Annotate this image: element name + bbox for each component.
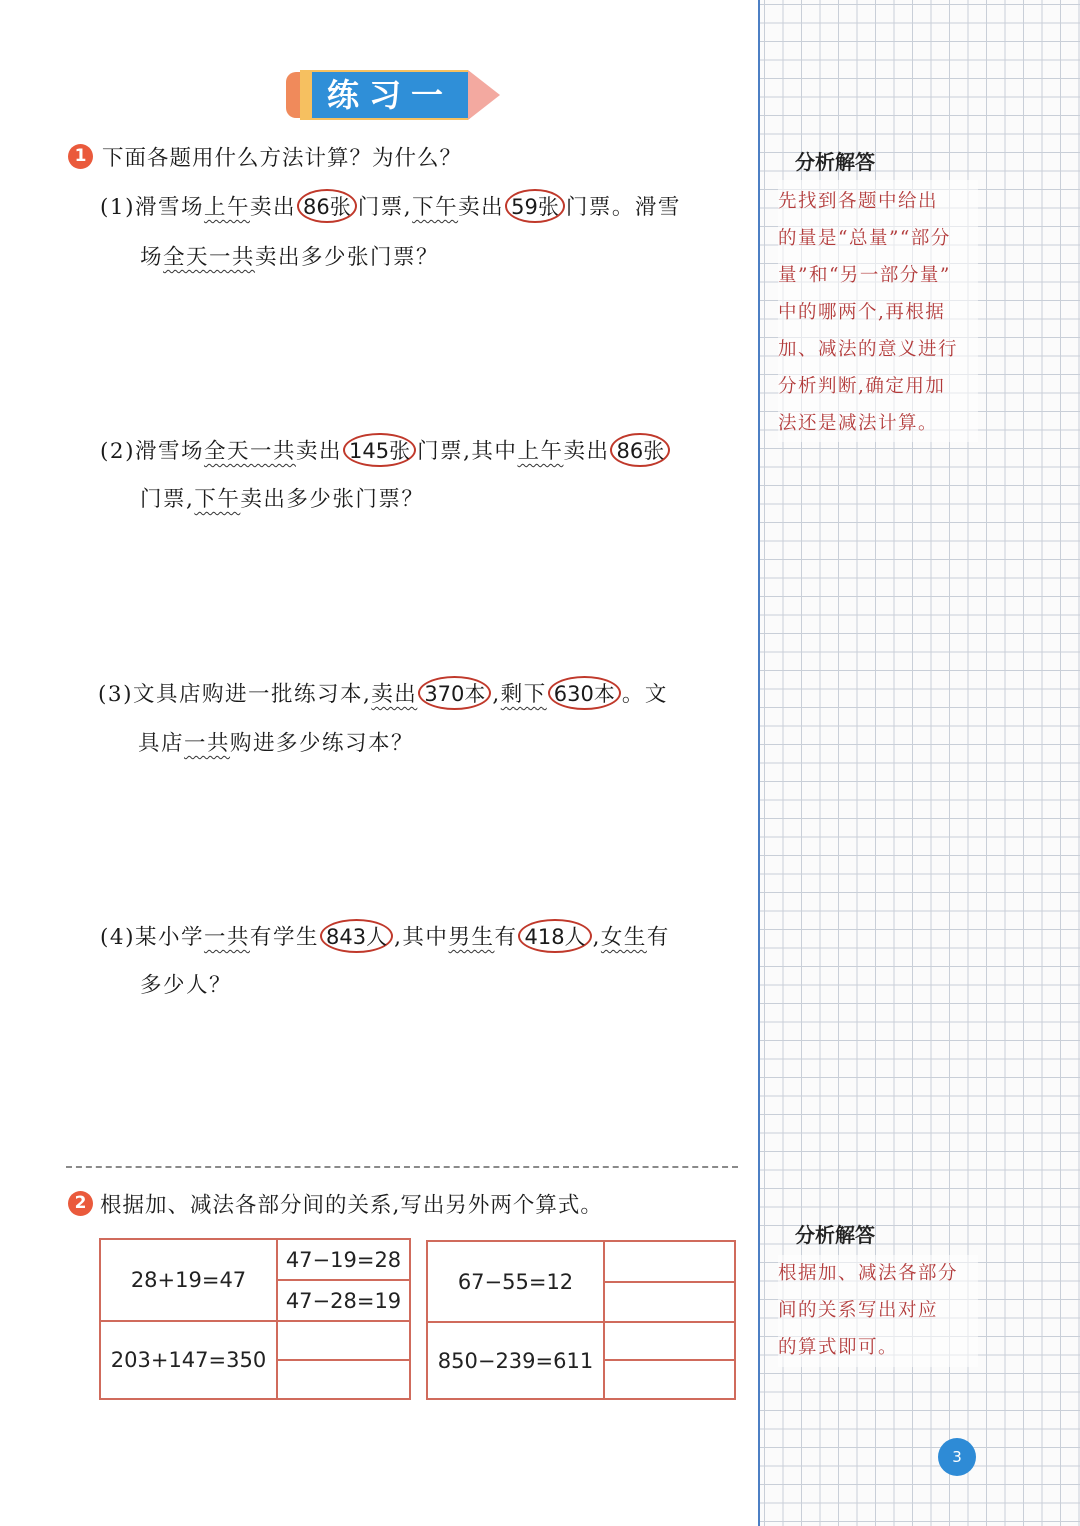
question-1-heading: 下面各题用什么方法计算？为什么？ <box>102 146 463 171</box>
problem-4-line-2 <box>140 968 232 999</box>
analysis-line: 分析判断,确定用加 <box>778 376 946 397</box>
exercise-title: 练习一 <box>326 76 453 114</box>
question-1-number: 1 <box>68 144 93 169</box>
analysis-line: 先找到各题中给出 <box>778 191 939 212</box>
analysis-line: 量”和“另一部分量” <box>778 265 951 286</box>
text: 卖出多少张门票？ <box>240 487 425 512</box>
text: 场 <box>140 245 164 270</box>
text: 门票, <box>357 195 413 220</box>
problem-4-line-1 <box>100 920 670 951</box>
analysis-heading-1: 分析解答 <box>795 150 875 174</box>
circled-quantity: 86张 <box>610 433 670 467</box>
text: 有学生 <box>249 925 319 950</box>
keyword: 卖出 <box>371 682 418 707</box>
keyword: 一共 <box>203 925 250 950</box>
text: 卖出 <box>563 439 610 464</box>
problem-2-line-1 <box>100 434 671 465</box>
analysis-line: 间的关系写出对应 <box>778 1300 939 1321</box>
keyword: 下午 <box>412 195 459 220</box>
text: 门票,其中 <box>417 439 518 464</box>
equation-table-1 <box>99 1238 411 1400</box>
text: (3)文具店购进一批练习本, <box>98 682 372 707</box>
answer-cell[interactable]: 47−28=19 <box>277 1280 410 1321</box>
text: 门票。滑雪 <box>565 195 681 220</box>
question-2-heading: 根据加、减法各部分间的关系,写出另外两个算式。 <box>100 1193 603 1218</box>
analysis-line: 法还是减法计算。 <box>778 413 939 434</box>
circled-quantity: 370本 <box>418 676 491 710</box>
circled-quantity: 418人 <box>518 919 591 953</box>
analysis-line: 中的哪两个,再根据 <box>778 302 946 323</box>
keyword: 上午 <box>203 195 250 220</box>
circled-quantity: 843人 <box>320 919 393 953</box>
circled-quantity: 630本 <box>548 676 621 710</box>
equation-cell: 28+19=47 <box>100 1239 277 1321</box>
problem-2-line-2 <box>140 482 424 513</box>
problem-3-line-1 <box>98 677 668 708</box>
analysis-heading-2: 分析解答 <box>795 1223 875 1247</box>
equation-table-2 <box>426 1240 736 1400</box>
analysis-text-2 <box>778 1255 974 1366</box>
keyword: 男生 <box>448 925 495 950</box>
exercise-title-banner <box>286 70 516 120</box>
column-divider <box>758 0 760 1526</box>
answer-cell[interactable] <box>604 1360 735 1399</box>
page-number: 3 <box>938 1438 976 1476</box>
banner-pencil-tip <box>468 70 500 120</box>
keyword: 全天一共 <box>203 439 296 464</box>
keyword: 一共 <box>184 731 231 756</box>
equation-cell: 203+147=350 <box>100 1321 277 1399</box>
text: 门票, <box>140 487 195 512</box>
problem-1-line-1 <box>100 190 681 221</box>
text: 购进多少练习本？ <box>230 731 415 756</box>
answer-cell[interactable] <box>277 1321 410 1360</box>
keyword: 全天一共 <box>163 245 256 270</box>
text: 具店 <box>138 731 185 756</box>
text: 多少人？ <box>140 973 233 998</box>
text: 卖出 <box>458 195 505 220</box>
keyword: 上午 <box>517 439 564 464</box>
keyword: 下午 <box>194 487 241 512</box>
equation-cell: 850−239=611 <box>427 1322 604 1399</box>
section-divider <box>66 1166 738 1168</box>
text: (2)滑雪场 <box>100 439 204 464</box>
answer-cell[interactable] <box>604 1282 735 1323</box>
text: 有 <box>646 925 670 950</box>
analysis-text-1 <box>778 183 974 442</box>
text: , <box>492 682 501 707</box>
equation-cell: 67−55=12 <box>427 1241 604 1322</box>
text: 有 <box>494 925 518 950</box>
circled-quantity: 86张 <box>297 189 357 223</box>
question-2-number: 2 <box>68 1191 93 1216</box>
problem-1-line-2 <box>140 240 439 271</box>
text: 卖出多少张门票？ <box>255 245 440 270</box>
circled-quantity: 59张 <box>505 189 565 223</box>
analysis-line: 的算式即可。 <box>778 1337 899 1358</box>
text: 卖出 <box>295 439 342 464</box>
text: 卖出 <box>249 195 296 220</box>
circled-quantity: 145张 <box>343 433 416 467</box>
text: 。文 <box>621 682 668 707</box>
text: , <box>592 925 601 950</box>
analysis-line: 根据加、减法各部分 <box>778 1263 959 1284</box>
text: (1)滑雪场 <box>100 195 204 220</box>
analysis-line: 的量是“总量”“部分 <box>778 228 951 249</box>
answer-cell[interactable] <box>604 1241 735 1282</box>
text: ,其中 <box>394 925 449 950</box>
answer-cell[interactable] <box>604 1322 735 1360</box>
analysis-line: 加、减法的意义进行 <box>778 339 959 360</box>
keyword: 剩下 <box>500 682 547 707</box>
answer-cell[interactable] <box>277 1360 410 1399</box>
text: (4)某小学 <box>100 925 204 950</box>
keyword: 女生 <box>600 925 647 950</box>
problem-3-line-2 <box>138 726 414 757</box>
answer-cell[interactable]: 47−19=28 <box>277 1239 410 1280</box>
